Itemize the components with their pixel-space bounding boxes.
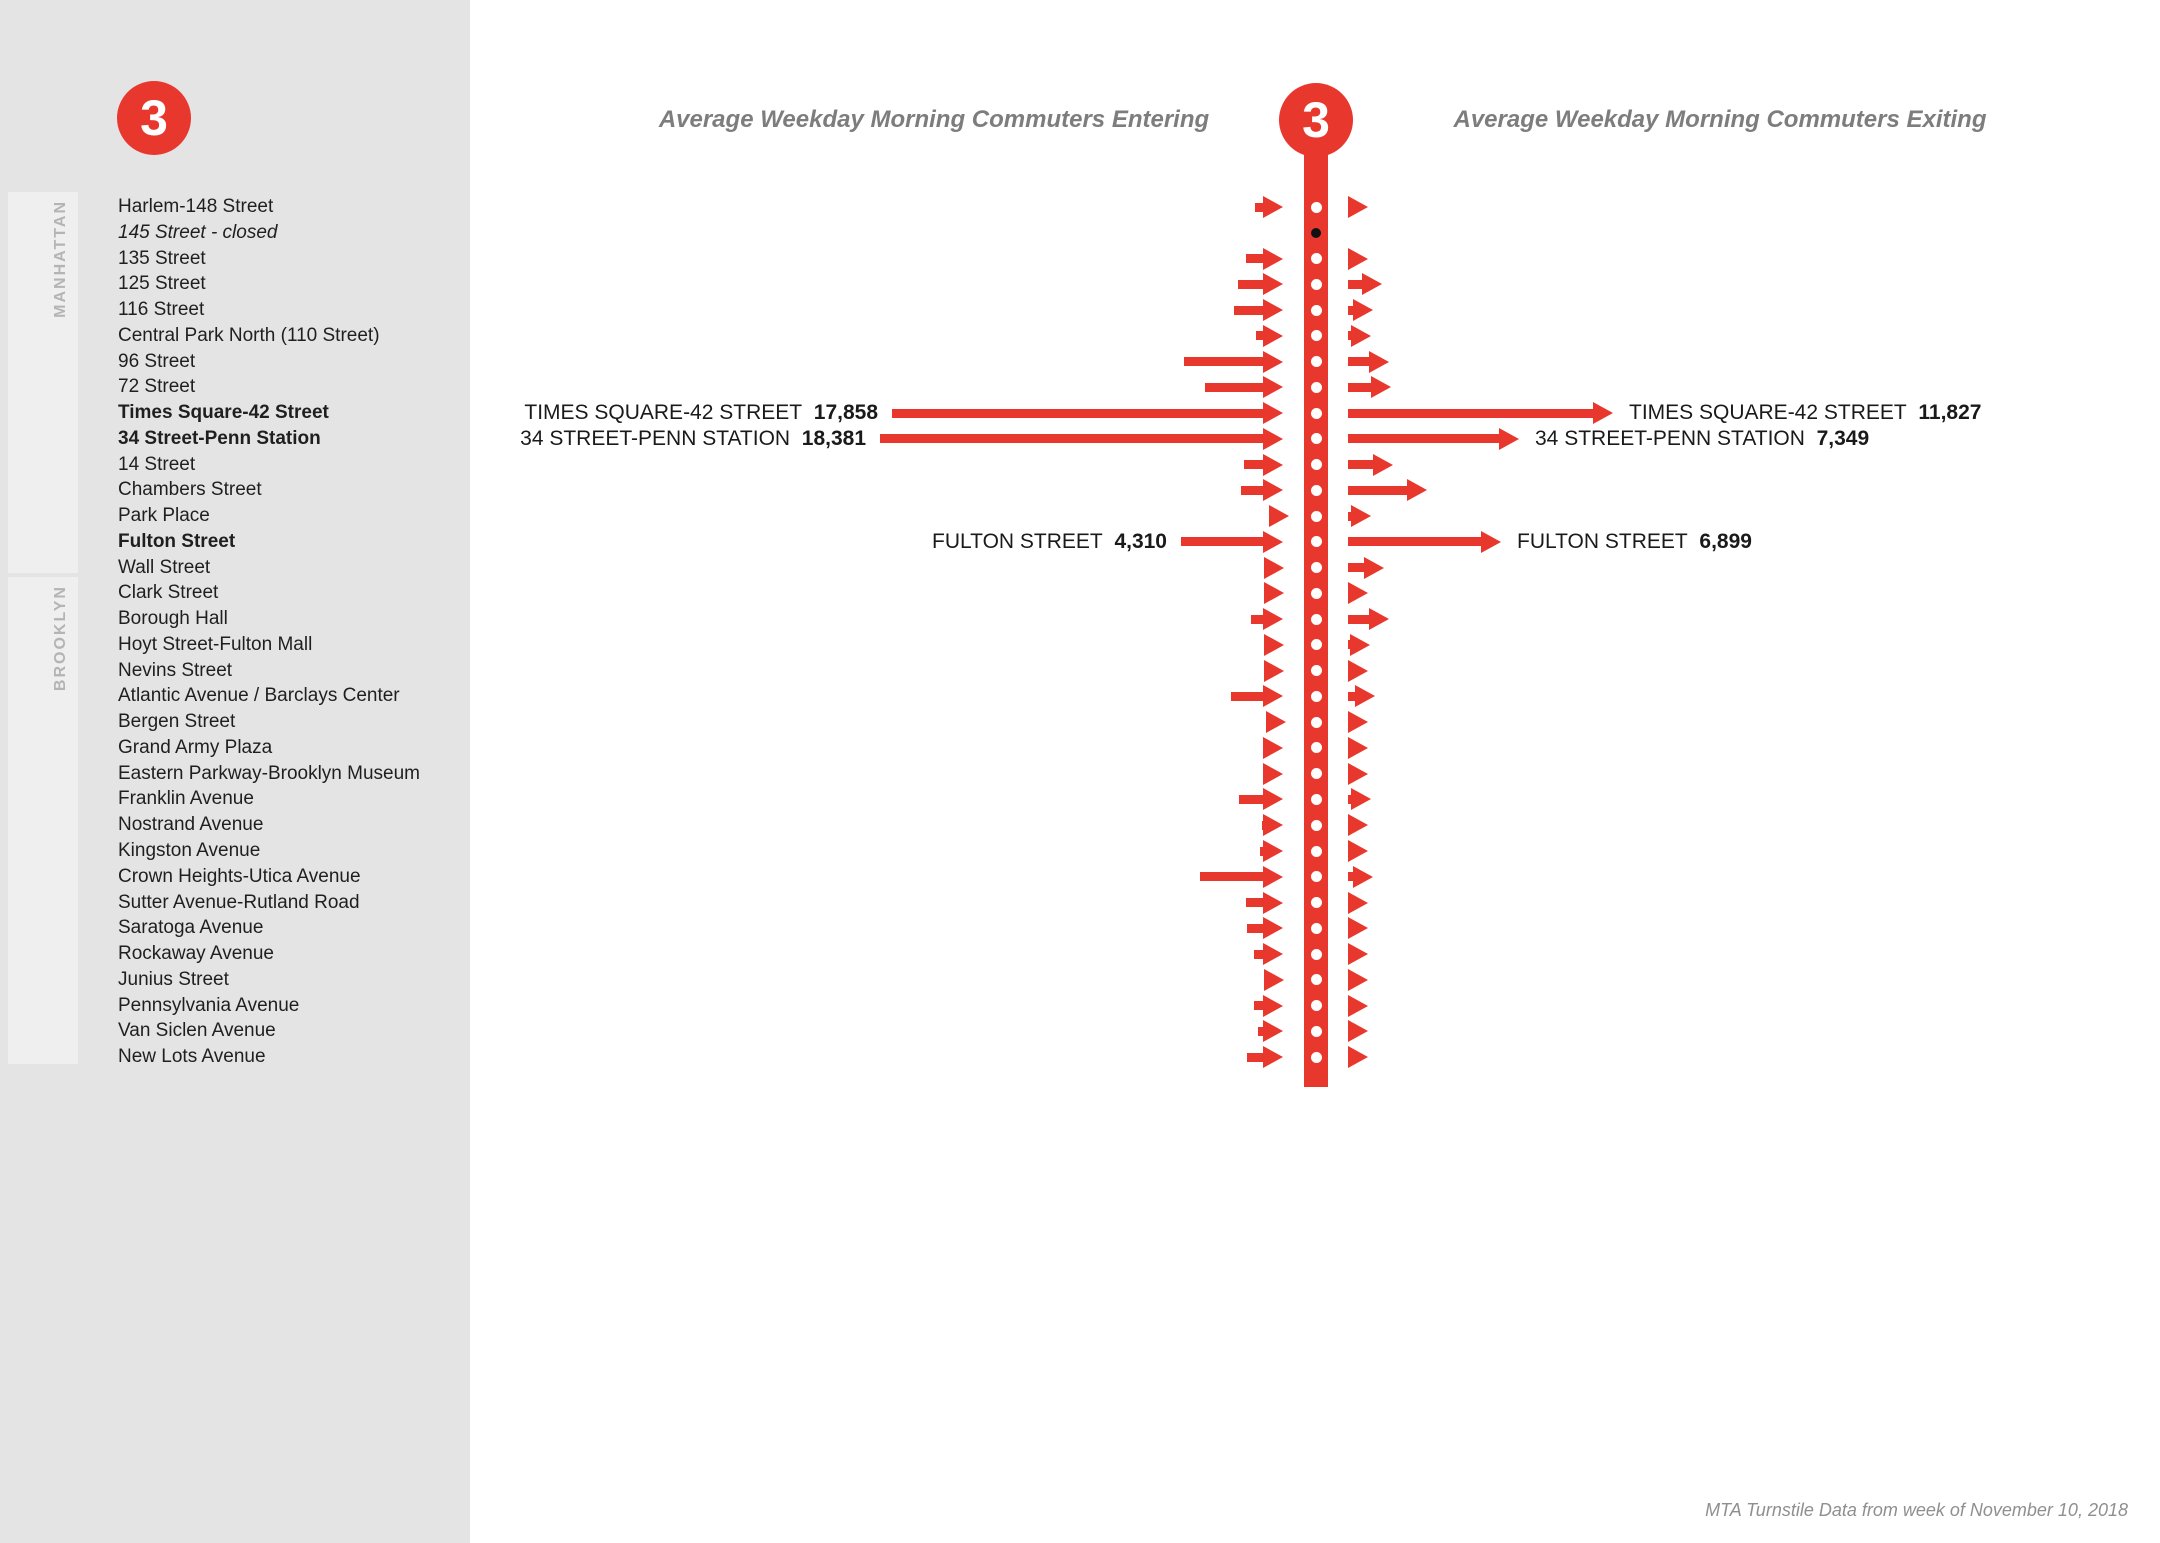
exiting-arrow — [1348, 1020, 1368, 1042]
exiting-arrow — [1348, 685, 1375, 707]
arrow-shaft — [1181, 537, 1263, 546]
station-dot — [1311, 253, 1322, 264]
arrow-shaft — [1254, 1001, 1263, 1010]
arrow-head — [1263, 196, 1283, 218]
arrow-head — [1351, 505, 1371, 527]
station-dot — [1311, 588, 1322, 599]
arrow-head — [1263, 351, 1283, 373]
callout-station-name: 34 STREET-PENN STATION — [1535, 426, 1805, 450]
entering-arrow — [1266, 711, 1286, 733]
arrow-head — [1269, 505, 1289, 527]
arrow-head — [1351, 788, 1371, 810]
station-list-item: 135 Street — [118, 247, 206, 269]
arrow-head — [1264, 557, 1284, 579]
arrow-head — [1369, 351, 1389, 373]
manhattan-borough-strip — [8, 192, 78, 573]
exiting-arrow — [1348, 763, 1368, 785]
station-dot — [1311, 949, 1322, 960]
exiting-arrow — [1348, 943, 1368, 965]
station-dot — [1311, 459, 1322, 470]
station-list-sidebar — [0, 0, 470, 1543]
entering-arrow — [1264, 634, 1284, 656]
arrow-head — [1348, 660, 1368, 682]
station-dot — [1311, 820, 1322, 831]
station-dot — [1311, 923, 1322, 934]
entering-arrow — [1205, 376, 1283, 398]
entering-arrow — [1264, 969, 1284, 991]
callout-station-name: TIMES SQUARE-42 STREET — [1629, 401, 1907, 425]
exiting-arrow — [1348, 737, 1368, 759]
arrow-head — [1350, 634, 1370, 656]
arrow-head — [1348, 943, 1368, 965]
entering-arrow — [1244, 454, 1283, 476]
arrow-shaft — [1247, 924, 1263, 933]
arrow-shaft — [1205, 383, 1263, 392]
arrow-shaft — [1348, 357, 1369, 366]
arrow-head — [1263, 763, 1283, 785]
exiting-arrow — [1348, 402, 1613, 424]
station-dot — [1311, 433, 1322, 444]
entering-arrow — [1264, 582, 1284, 604]
entering-arrow — [1241, 479, 1283, 501]
arrow-head — [1263, 943, 1283, 965]
arrow-head — [1263, 1046, 1283, 1068]
station-dot — [1311, 305, 1322, 316]
arrow-head — [1264, 634, 1284, 656]
exiting-arrow — [1348, 1046, 1368, 1068]
exiting-chart-title: Average Weekday Morning Commuters Exiting — [1453, 106, 1987, 133]
exiting-arrow — [1348, 454, 1393, 476]
station-list-item: Van Siclen Avenue — [118, 1020, 276, 1042]
arrow-head — [1373, 454, 1393, 476]
station-dot — [1311, 665, 1322, 676]
arrow-head — [1353, 866, 1373, 888]
exiting-arrow — [1348, 608, 1389, 630]
station-list-item: Bergen Street — [118, 711, 236, 733]
arrow-shaft — [1244, 460, 1263, 469]
exiting-arrow — [1348, 660, 1368, 682]
arrow-shaft — [1348, 486, 1407, 495]
exiting-arrow — [1348, 711, 1368, 733]
route-3-bullet-sidebar — [117, 81, 191, 155]
exiting-arrow — [1348, 969, 1368, 991]
arrow-head — [1263, 325, 1283, 347]
arrow-shaft — [1234, 306, 1263, 315]
station-list-item: Eastern Parkway-Brooklyn Museum — [118, 762, 420, 784]
station-list-item: Crown Heights-Utica Avenue — [118, 865, 361, 887]
entering-arrow — [1254, 943, 1283, 965]
arrow-shaft — [1348, 563, 1364, 572]
station-list-item: Saratoga Avenue — [118, 917, 264, 939]
station-list-item: 125 Street — [118, 273, 206, 295]
exiting-arrow — [1348, 376, 1391, 398]
callout-station-name: 34 STREET-PENN STATION — [520, 426, 791, 450]
arrow-shaft — [1348, 537, 1481, 546]
station-list-item: Rockaway Avenue — [118, 943, 274, 965]
arrow-head — [1348, 248, 1368, 270]
data-source-attribution: MTA Turnstile Data from week of November 10, 2018 — [1705, 1500, 2128, 1520]
arrow-head — [1481, 531, 1501, 553]
arrow-head — [1355, 685, 1375, 707]
entering-arrow — [1246, 892, 1283, 914]
arrow-shaft — [1200, 872, 1263, 881]
brooklyn-borough-strip — [8, 577, 78, 1064]
arrow-head — [1364, 557, 1384, 579]
entering-arrow — [1247, 917, 1283, 939]
callout-value: 17,858 — [813, 401, 878, 425]
arrow-head — [1263, 454, 1283, 476]
station-list-item: Nevins Street — [118, 659, 233, 681]
arrow-head — [1348, 917, 1368, 939]
exiting-arrow — [1348, 479, 1427, 501]
arrow-shaft — [1254, 950, 1263, 959]
callout-station-name: TIMES SQUARE-42 STREET — [524, 401, 803, 425]
exiting-arrow — [1348, 995, 1368, 1017]
exiting-arrow — [1348, 634, 1370, 656]
arrow-head — [1351, 325, 1371, 347]
arrow-head — [1263, 995, 1283, 1017]
entering-arrow — [1256, 325, 1283, 347]
callout-value: 18,381 — [801, 426, 866, 450]
arrow-head — [1348, 711, 1368, 733]
station-list-item: 96 Street — [118, 350, 196, 372]
arrow-head — [1348, 814, 1368, 836]
exiting-callout-label — [1517, 530, 1752, 554]
arrow-head — [1348, 737, 1368, 759]
arrow-head — [1263, 402, 1283, 424]
arrow-shaft — [1251, 615, 1263, 624]
arrow-shaft — [1247, 1053, 1263, 1062]
arrow-head — [1263, 685, 1283, 707]
arrow-head — [1263, 1020, 1283, 1042]
station-list-item: Harlem-148 Street — [118, 196, 274, 217]
closed-station-dot — [1311, 228, 1321, 238]
arrow-shaft — [1246, 254, 1263, 263]
entering-arrow — [1260, 840, 1283, 862]
station-dot — [1311, 897, 1322, 908]
arrow-shaft — [1348, 460, 1373, 469]
arrow-head — [1263, 866, 1283, 888]
exiting-arrow — [1348, 273, 1382, 295]
entering-arrow — [892, 402, 1283, 424]
arrow-head — [1263, 788, 1283, 810]
station-dot — [1311, 279, 1322, 290]
entering-arrow — [1247, 1046, 1283, 1068]
arrow-shaft — [1348, 280, 1362, 289]
route-3-bullet-chart — [1279, 83, 1353, 157]
arrow-head — [1263, 814, 1283, 836]
exiting-arrow — [1348, 892, 1368, 914]
exiting-arrow — [1348, 531, 1501, 553]
exiting-arrow — [1348, 866, 1373, 888]
exiting-arrow — [1348, 788, 1371, 810]
route-number: 3 — [140, 90, 168, 146]
station-list-item: Fulton Street — [118, 530, 236, 552]
arrow-shaft — [1241, 486, 1263, 495]
arrow-head — [1263, 737, 1283, 759]
entering-arrow — [1181, 531, 1283, 553]
arrow-head — [1348, 892, 1368, 914]
station-list-item: Borough Hall — [118, 608, 228, 630]
station-dot — [1311, 794, 1322, 805]
route-number: 3 — [1302, 92, 1330, 148]
station-list-item: Chambers Street — [118, 479, 262, 501]
arrow-head — [1371, 376, 1391, 398]
arrow-head — [1499, 428, 1519, 450]
exiting-arrow — [1348, 428, 1519, 450]
station-dot — [1311, 356, 1322, 367]
arrow-shaft — [880, 434, 1263, 443]
station-dot — [1311, 511, 1322, 522]
station-dot — [1311, 408, 1322, 419]
entering-arrow — [1234, 299, 1283, 321]
exiting-arrow — [1348, 582, 1368, 604]
exiting-arrow — [1348, 325, 1371, 347]
station-dot — [1311, 1026, 1322, 1037]
arrow-shaft — [1348, 434, 1499, 443]
arrow-head — [1263, 248, 1283, 270]
arrow-head — [1348, 840, 1368, 862]
entering-arrow — [1231, 685, 1283, 707]
arrow-head — [1263, 376, 1283, 398]
arrow-head — [1348, 969, 1368, 991]
station-dot — [1311, 202, 1322, 213]
arrow-head — [1264, 582, 1284, 604]
exiting-arrow — [1348, 351, 1389, 373]
arrow-head — [1348, 1046, 1368, 1068]
arrow-head — [1348, 763, 1368, 785]
station-list-item: New Lots Avenue — [118, 1046, 266, 1068]
station-list-item: Central Park North (110 Street) — [118, 324, 380, 346]
arrow-shaft — [1238, 280, 1263, 289]
entering-arrow — [1238, 273, 1283, 295]
arrow-shaft — [1348, 615, 1369, 624]
arrow-head — [1348, 196, 1368, 218]
exiting-callout-label — [1535, 427, 1869, 451]
arrow-shaft — [1256, 331, 1263, 340]
entering-arrow — [1263, 737, 1283, 759]
arrow-head — [1348, 1020, 1368, 1042]
arrow-head — [1263, 840, 1283, 862]
arrow-head — [1348, 995, 1368, 1017]
entering-chart-title: Average Weekday Morning Commuters Entering — [658, 106, 1210, 133]
exiting-arrow — [1348, 505, 1371, 527]
arrow-head — [1263, 428, 1283, 450]
exiting-arrow — [1348, 196, 1368, 218]
arrow-shaft — [892, 409, 1263, 418]
callout-station-name: FULTON STREET — [1517, 529, 1688, 553]
entering-arrow — [1200, 866, 1283, 888]
exiting-arrow — [1348, 917, 1368, 939]
station-list-item: Nostrand Avenue — [118, 814, 264, 836]
station-dot — [1311, 974, 1322, 985]
exiting-arrow — [1348, 814, 1368, 836]
station-list-item: Times Square-42 Street — [118, 402, 329, 424]
arrow-shaft — [1231, 692, 1263, 701]
entering-callout-label — [524, 401, 878, 425]
station-dot — [1311, 691, 1322, 702]
station-list-item: Clark Street — [118, 582, 219, 604]
entering-arrow — [880, 428, 1283, 450]
arrow-head — [1266, 711, 1286, 733]
entering-arrow — [1251, 608, 1283, 630]
station-dot — [1311, 562, 1322, 573]
entering-arrow — [1264, 557, 1284, 579]
station-list-item: Sutter Avenue-Rutland Road — [118, 891, 360, 913]
station-list-item: 34 Street-Penn Station — [118, 427, 321, 449]
arrow-shaft — [1184, 357, 1263, 366]
arrow-head — [1264, 660, 1284, 682]
station-dot — [1311, 614, 1322, 625]
station-dot — [1311, 382, 1322, 393]
arrow-shaft — [1348, 409, 1593, 418]
station-dot — [1311, 871, 1322, 882]
station-list-item: Wall Street — [118, 556, 211, 578]
station-list-item: 116 Street — [118, 299, 205, 321]
arrow-head — [1263, 892, 1283, 914]
entering-callout-label — [932, 530, 1167, 554]
exiting-arrow — [1348, 557, 1384, 579]
station-dot — [1311, 1052, 1322, 1063]
manhattan-borough-label: MANHATTAN — [52, 200, 69, 318]
exiting-arrow — [1348, 299, 1373, 321]
entering-arrow — [1269, 505, 1289, 527]
station-list-item: Junius Street — [118, 968, 229, 990]
callout-value: 7,349 — [1816, 426, 1870, 450]
entering-callout-label — [520, 427, 866, 451]
route-line-trunk — [1304, 130, 1328, 1087]
arrow-head — [1407, 479, 1427, 501]
arrow-head — [1264, 969, 1284, 991]
station-list-item: Pennsylvania Avenue — [118, 994, 300, 1016]
station-dot — [1311, 639, 1322, 650]
arrow-head — [1263, 917, 1283, 939]
entering-arrow — [1258, 1020, 1283, 1042]
arrow-head — [1263, 531, 1283, 553]
exiting-arrow — [1348, 248, 1368, 270]
entering-arrow — [1264, 660, 1284, 682]
arrow-shaft — [1255, 203, 1263, 212]
arrow-shaft — [1246, 898, 1263, 907]
station-dot — [1311, 768, 1322, 779]
exiting-arrow — [1348, 840, 1368, 862]
station-list-item: Kingston Avenue — [118, 840, 261, 861]
station-dot — [1311, 742, 1322, 753]
arrow-head — [1353, 299, 1373, 321]
station-list-item: 72 Street — [118, 376, 196, 398]
arrow-head — [1263, 299, 1283, 321]
entering-arrow — [1239, 788, 1283, 810]
station-dot — [1311, 717, 1322, 728]
entering-arrow — [1246, 248, 1283, 270]
arrow-shaft — [1239, 795, 1263, 804]
station-dot — [1311, 330, 1322, 341]
arrow-head — [1263, 479, 1283, 501]
station-list-item: Park Place — [118, 505, 210, 527]
station-list-item: Franklin Avenue — [118, 788, 254, 810]
entering-arrow — [1254, 995, 1283, 1017]
callout-value: 6,899 — [1699, 529, 1752, 553]
entering-arrow — [1184, 351, 1283, 373]
arrow-head — [1362, 273, 1382, 295]
callout-station-name: FULTON STREET — [932, 529, 1103, 553]
station-list-item: Grand Army Plaza — [118, 736, 273, 758]
arrow-head — [1593, 402, 1613, 424]
callout-value: 4,310 — [1114, 529, 1167, 553]
station-dot — [1311, 536, 1322, 547]
brooklyn-borough-label: BROOKLYN — [52, 585, 69, 692]
station-list-item: 14 Street — [118, 453, 196, 475]
callout-value: 11,827 — [1918, 401, 1982, 425]
exiting-callout-label — [1629, 401, 1981, 425]
entering-arrow — [1263, 763, 1283, 785]
station-list-item: Atlantic Avenue / Barclays Center — [118, 685, 400, 707]
entering-arrow — [1262, 814, 1283, 836]
entering-arrow — [1255, 196, 1283, 218]
station-dot — [1311, 1000, 1322, 1011]
arrow-head — [1369, 608, 1389, 630]
station-dot — [1311, 846, 1322, 857]
arrow-head — [1263, 273, 1283, 295]
station-dot — [1311, 485, 1322, 496]
station-list-item: 145 Street - closed — [118, 221, 278, 243]
arrow-head — [1263, 608, 1283, 630]
arrow-shaft — [1348, 692, 1355, 701]
arrow-shaft — [1348, 383, 1371, 392]
station-list-item: Hoyt Street-Fulton Mall — [118, 633, 313, 655]
arrow-head — [1348, 582, 1368, 604]
